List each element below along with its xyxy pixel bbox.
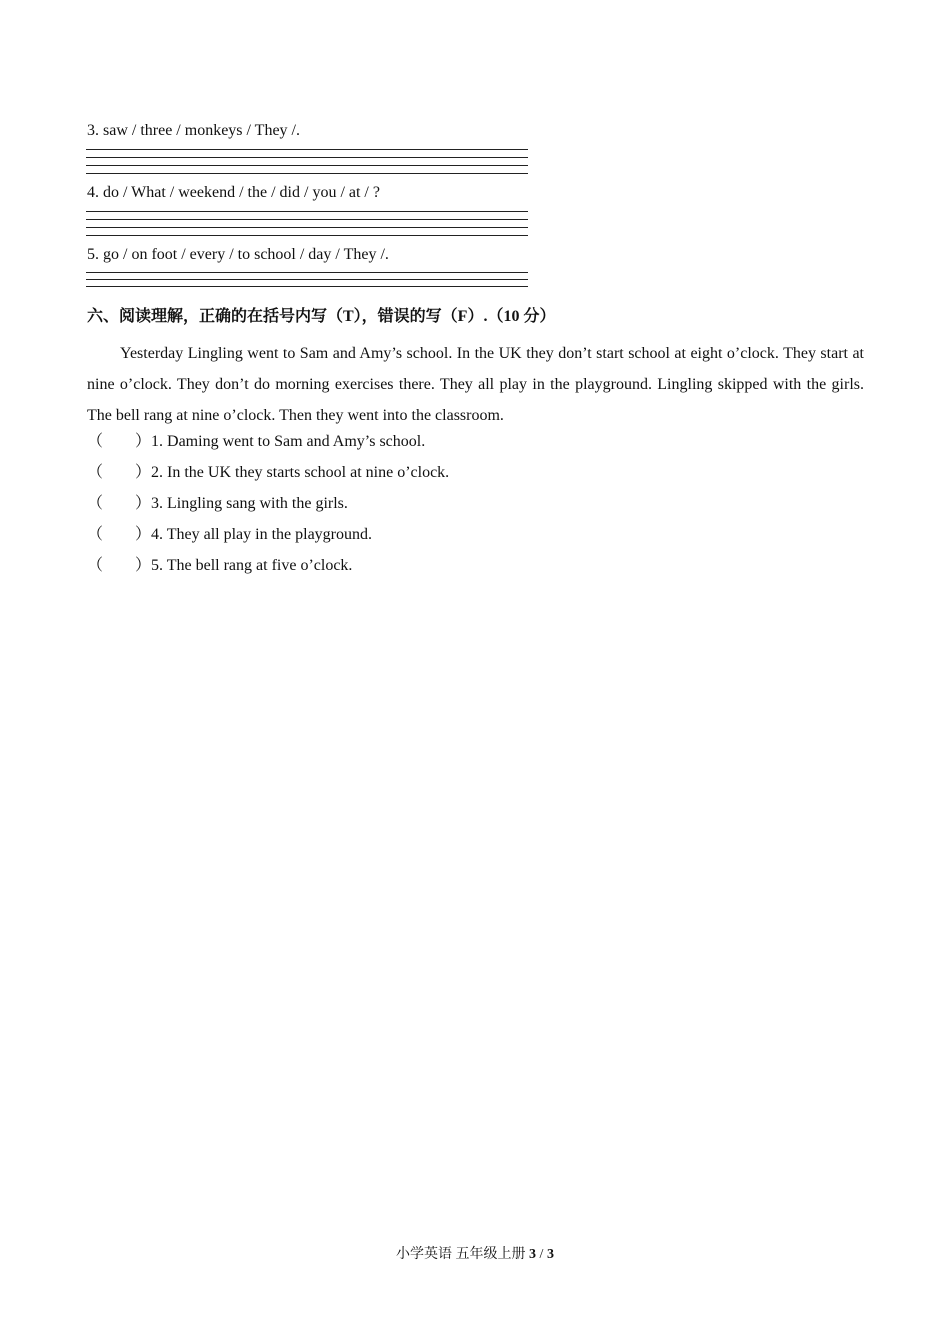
answer-line [86,219,528,220]
bracket-open: （ [87,526,104,543]
tf-item-text: 3. Lingling sang with the girls. [151,495,348,512]
tf-item-2 [87,463,449,483]
section-6-title: 六、阅读理解，正确的在括号内写（T），错误的写（F）.（10 分） [87,308,556,325]
answer-line [86,157,528,158]
tf-item-3 [87,494,348,514]
question-3: 3. saw / three / monkeys / They /. [87,122,300,139]
answer-line [86,279,528,280]
tf-item-text: 2. In the UK they starts school at nine o’clock. [151,464,450,481]
answer-line [86,165,528,166]
page-number: 3 [529,1247,537,1262]
tf-item-1 [87,432,425,452]
tf-item-5 [87,556,352,576]
answer-line [86,235,528,236]
tf-item-4 [87,525,372,545]
page-total: 3 [546,1247,554,1262]
bracket-close: ） [135,526,152,543]
question-4: 4. do / What / weekend / the / did / you / at / ? [87,184,380,201]
footer-label: 小学英语 五年级上册 [396,1247,526,1262]
answer-line [86,227,528,228]
bracket-open: （ [87,433,104,450]
answer-line [86,149,528,150]
bracket-open: （ [87,495,104,512]
answer-line [86,272,528,273]
reading-passage: Yesterday Lingling went to Sam and Amy’s school. In the UK they don’t start school at eight o’clock. They start at nine o’clock. They don’t do morning exercises there. They all play in the playground. Lingling skipped with the girls. The bell rang at nine o’clock. Then they went into the classroom. [87,345,864,424]
tf-item-text: 4. They all play in the playground. [151,526,373,543]
tf-item-text: 5. The bell rang at five o’clock. [151,557,353,574]
bracket-close: ） [135,495,152,512]
page-separator: / [539,1247,544,1262]
bracket-open: （ [87,464,104,481]
page-footer [0,1246,950,1264]
tf-item-text: 1. Daming went to Sam and Amy’s school. [151,433,426,450]
bracket-close: ） [135,557,152,574]
bracket-close: ） [135,433,152,450]
answer-line [86,286,528,287]
question-5: 5. go / on foot / every / to school / day / They /. [87,246,389,263]
bracket-close: ） [135,464,152,481]
answer-line [86,211,528,212]
answer-line [86,173,528,174]
bracket-open: （ [87,557,104,574]
